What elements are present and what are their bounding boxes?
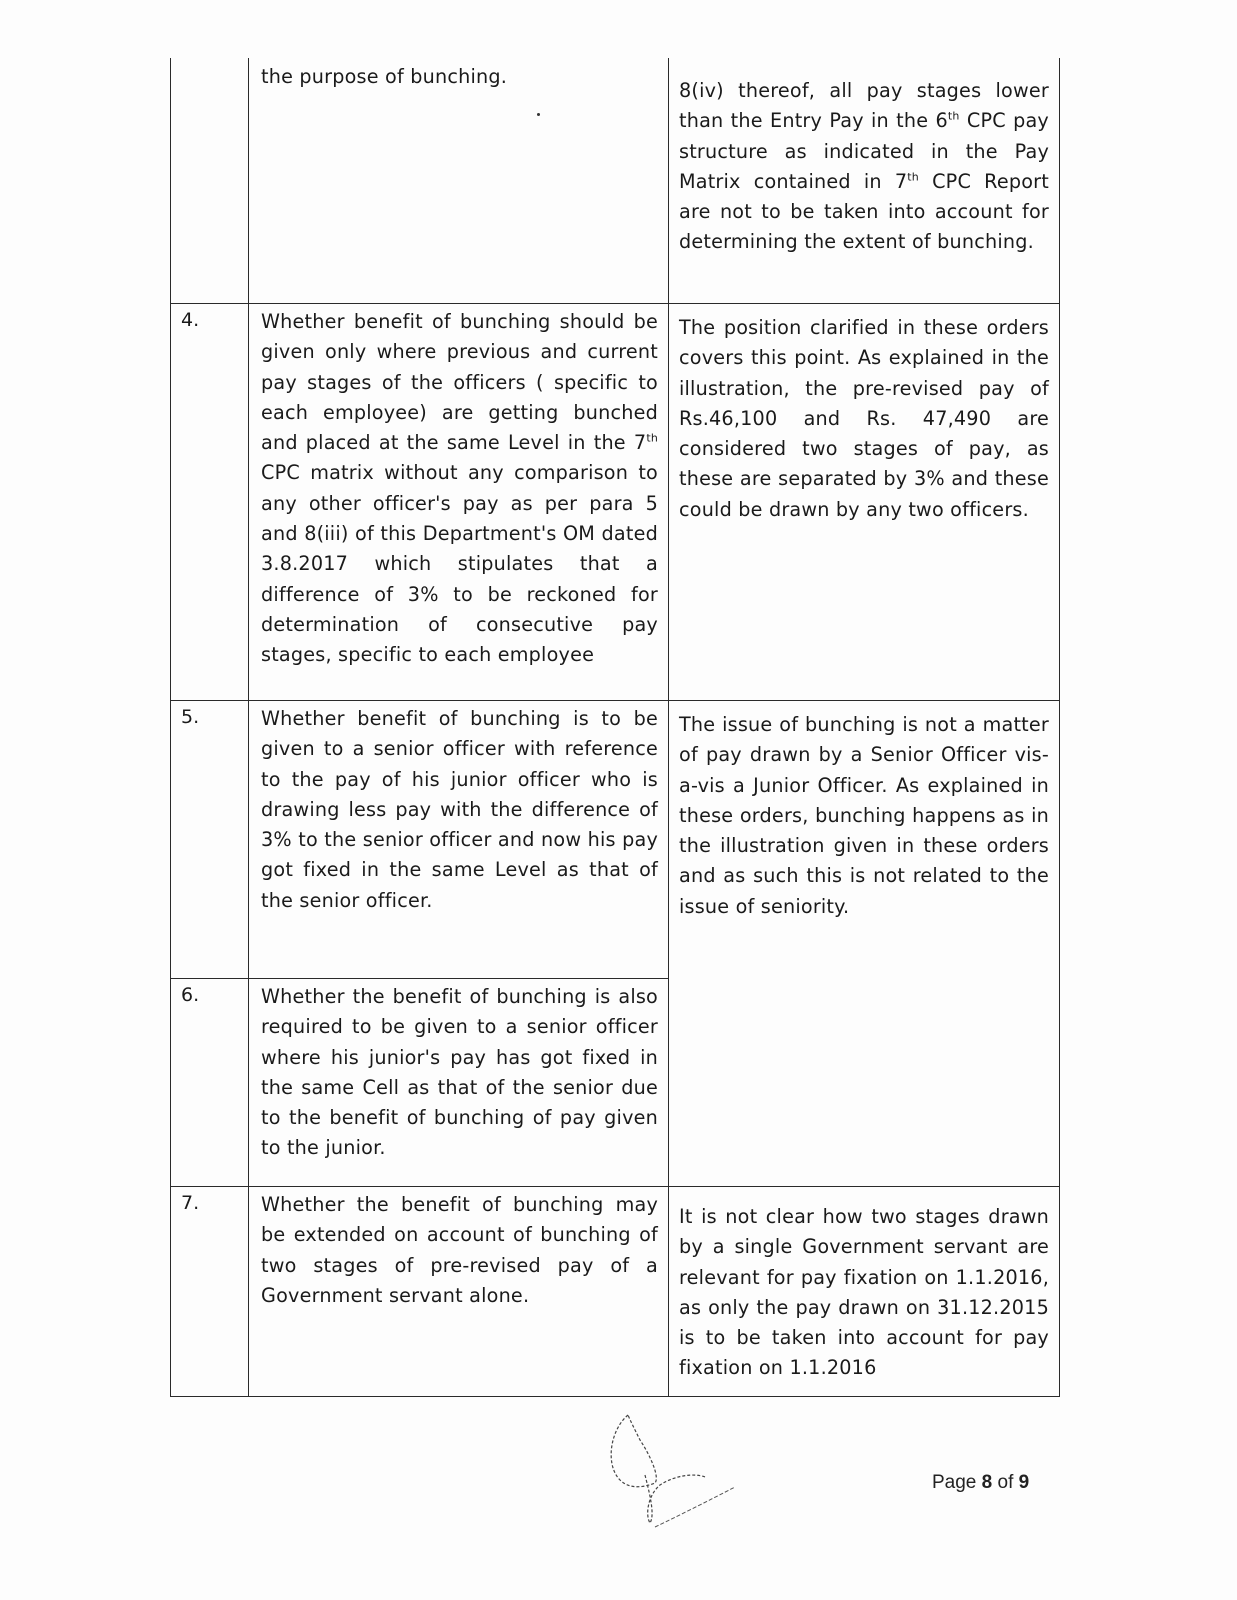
question-text: the purpose of bunching. — [261, 65, 508, 88]
answer-cell — [668, 1186, 1060, 1396]
question-cell — [248, 700, 668, 978]
answer-text: The position clarified in these orders covers this point. As explained in the illustration, the pre-revised pay of Rs.46,100 and Rs. 47,490 are considered two stages of pay, as these are separated by 3% and these could be drawn by any two officers. — [679, 316, 1049, 521]
question-cell — [248, 58, 668, 303]
scan-speck — [537, 113, 540, 116]
table-bottom-border — [170, 1396, 1060, 1397]
row-number-cell: 7. — [170, 1186, 248, 1396]
answer-text: The issue of bunching is not a matter of pay drawn by a Senior Officer vis-a-vis a Junior Officer. As explained in these orders, bunching happens as in the illustration given in these orders and as such this is not related to the issue of seniority. — [679, 713, 1049, 918]
answer-cell — [668, 700, 1060, 978]
question-text: Whether benefit of bunching is to be given to a senior officer with reference to the pay of his junior officer who is drawing less pay with the difference of 3% to the senior officer and now his pay got fixed in the same Level as that of the senior officer. — [261, 707, 658, 912]
question-cell — [248, 1186, 668, 1396]
answer-cell — [668, 58, 1060, 303]
table-row — [170, 700, 1060, 978]
question-text: Whether benefit of bunching should be given only where previous and current pay stages of the officers ( specific to each employee) are getting bunched and placed at the same Level in the 7th CPC matrix without any comparison to any other officer's pay as per para 5 and 8(iii) of this Department's OM dated 3.8.2017 which stipulates that a difference of 3% to be reckoned for determination of consecutive pay stages, specific to each employee — [261, 310, 658, 667]
page-number: Page 8 of 9 — [932, 1472, 1030, 1493]
table-row — [170, 58, 1060, 303]
question-cell — [248, 978, 668, 1186]
row-number-cell: 4. — [170, 303, 248, 700]
row-number-cell: 5. — [170, 700, 248, 978]
row-number-cell — [170, 58, 248, 303]
table-row — [170, 303, 1060, 700]
answer-cell — [668, 303, 1060, 700]
table-row — [170, 978, 1060, 1186]
answer-text: 8(iv) thereof, all pay stages lower than the Entry Pay in the 6th CPC pay structure as indicated in the Pay Matrix contained in 7th CPC Report are not to be taken into account for determining the extent of bunching. — [679, 79, 1049, 254]
row-number-cell: 6. — [170, 978, 248, 1186]
signature-icon — [600, 1405, 750, 1535]
answer-cell — [668, 978, 1060, 1186]
table-row — [170, 1186, 1060, 1396]
question-text: Whether the benefit of bunching may be extended on account of bunching of two stages of pre-revised pay of a Government servant alone. — [261, 1193, 658, 1307]
question-text: Whether the benefit of bunching is also required to be given to a senior officer where his junior's pay has got fixed in the same Cell as that of the senior due to the benefit of bunching of pay given to the junior. — [261, 985, 658, 1160]
answer-text: It is not clear how two stages drawn by a single Government servant are relevant for pay fixation on 1.1.2016, as only the pay drawn on 31.12.2015 is to be taken into account for pay fixation on 1.1.2016 — [679, 1205, 1049, 1380]
question-cell — [248, 303, 668, 700]
